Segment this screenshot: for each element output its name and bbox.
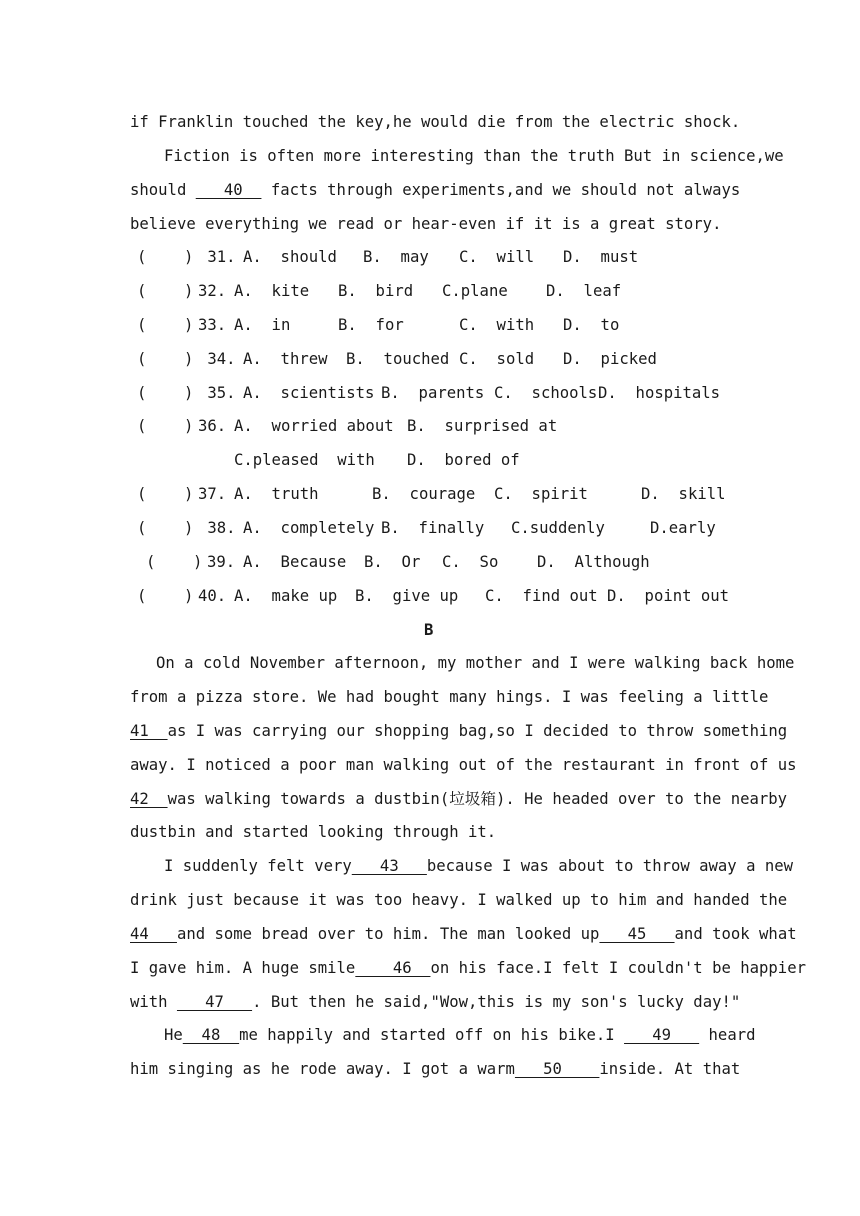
option-d: D. Although [537, 553, 650, 571]
option-a: A. scientists [243, 384, 375, 402]
option-d: D. picked [563, 350, 657, 368]
text-run: He [164, 1026, 183, 1044]
blank-49: 49 [624, 1026, 700, 1044]
answer-paren: ( ) [137, 316, 194, 334]
passage-text-line [164, 1025, 756, 1045]
text-run: me happily and started off on his bike.I [239, 1026, 625, 1044]
question-number: 39. [207, 553, 236, 571]
passage-text-line: drink just because it was too heavy. I walked up to him and handed the [130, 891, 788, 909]
text-run: on his face.I felt I couldn't be happier [430, 959, 806, 977]
option-a: A. truth [234, 485, 319, 503]
option-a: A. completely [243, 519, 375, 537]
passage-text-line [130, 721, 787, 741]
section-heading: B [424, 621, 434, 639]
blank-50: 50 [514, 1060, 600, 1078]
answer-paren: ( ) [137, 384, 194, 402]
option-c: C. So [442, 553, 499, 571]
answer-paren: ( ) [137, 417, 194, 435]
passage-text-line [130, 958, 806, 978]
option-b: B. touched [346, 350, 450, 368]
option-a: A. kite [234, 282, 310, 300]
text-run: facts through experiments,and we should not always [261, 181, 741, 199]
option-b: B. parents [381, 384, 485, 402]
option-d: D. to [563, 316, 620, 334]
question-number: 38. [198, 519, 236, 537]
blank-40: 40 [195, 181, 262, 199]
option-c: C.suddenly [511, 519, 605, 537]
answer-paren: ( ) [137, 519, 194, 537]
blank-42: 42 [130, 790, 168, 808]
option-b: B. finally [381, 519, 485, 537]
option-c: C. schools [494, 384, 598, 402]
passage-text-line [130, 924, 797, 944]
text-run: I gave him. A huge smile [130, 959, 356, 977]
text-run: should [130, 181, 196, 199]
answer-paren: ( ) [137, 587, 194, 605]
blank-46: 46 [355, 959, 431, 977]
blank-47: 47 [176, 993, 253, 1011]
text-run: and took what [674, 925, 797, 943]
blank-48: 48 [182, 1026, 240, 1044]
blank-41: 41 [130, 722, 168, 740]
option-b: B. courage [372, 485, 476, 503]
passage-text-line: believe everything we read or hear-even if it is a great story. [130, 215, 722, 233]
option-d: D. point out [607, 587, 730, 605]
option-d: D. leaf [546, 282, 622, 300]
option-c: C.plane [442, 282, 508, 300]
option-c: C. will [459, 248, 535, 266]
text-run: him singing as he rode away. I got a warm [130, 1060, 515, 1078]
text-run: inside. At that [599, 1060, 741, 1078]
passage-text-line: Fiction is often more interesting than the truth But in science,we [164, 147, 784, 165]
question-number: 32. [198, 282, 227, 300]
option-d: D. bored of [407, 451, 520, 469]
option-b: B. bird [338, 282, 414, 300]
passage-text-line: from a pizza store. We had bought many hings. I was feeling a little [130, 688, 769, 706]
passage-text-line: away. I noticed a poor man walking out of the restaurant in front of us [130, 756, 797, 774]
option-b: B. for [338, 316, 404, 334]
question-number: 40. [198, 587, 227, 605]
option-c: C.pleased with [234, 451, 375, 469]
passage-text-line [130, 1059, 740, 1079]
text-run: with [130, 993, 177, 1011]
answer-paren: ( ) [146, 553, 203, 571]
blank-44: 44 [130, 925, 177, 943]
text-run: as I was carrying our shopping bag,so I decided to throw something [167, 722, 788, 740]
text-run: . But then he said,"Wow,this is my son's lucky day!" [252, 993, 741, 1011]
option-d: D. hospitals [598, 384, 721, 402]
option-a: A. threw [243, 350, 328, 368]
text-run: and some bread over to him. The man looked up [176, 925, 600, 943]
option-c: C. find out [485, 587, 598, 605]
option-a: A. make up [234, 587, 338, 605]
option-a: A. should [243, 248, 337, 266]
option-a: A. in [234, 316, 291, 334]
option-d: D.early [650, 519, 716, 537]
text-run: was walking towards a dustbin(垃圾箱). He headed over to the nearby [167, 790, 788, 808]
option-c: C. spirit [494, 485, 588, 503]
passage-text-line [130, 789, 787, 809]
question-number: 37. [198, 485, 227, 503]
answer-paren: ( ) [137, 282, 194, 300]
option-a: A. worried about [234, 417, 394, 435]
question-number: 31. [198, 248, 236, 266]
passage-text-line: if Franklin touched the key,he would die from the electric shock. [130, 113, 741, 131]
option-b: B. surprised at [407, 417, 558, 435]
answer-paren: ( ) [137, 350, 194, 368]
option-b: B. may [363, 248, 429, 266]
option-c: C. sold [459, 350, 535, 368]
option-b: B. Or [364, 553, 421, 571]
blank-45: 45 [599, 925, 675, 943]
question-number: 36. [198, 417, 227, 435]
passage-text-line [130, 992, 740, 1012]
answer-paren: ( ) [137, 485, 194, 503]
option-d: D. skill [641, 485, 726, 503]
option-c: C. with [459, 316, 535, 334]
text-run: heard [699, 1026, 756, 1044]
passage-text-line: dustbin and started looking through it. [130, 823, 497, 841]
option-b: B. give up [355, 587, 459, 605]
option-a: A. Because [243, 553, 347, 571]
text-run: I suddenly felt very [164, 857, 352, 875]
option-d: D. must [563, 248, 639, 266]
passage-text-line [130, 180, 740, 200]
passage-text-line: On a cold November afternoon, my mother and I were walking back home [156, 654, 795, 672]
passage-text-line [164, 856, 793, 876]
answer-paren: ( ) [137, 248, 194, 266]
question-number: 34. [198, 350, 236, 368]
question-number: 33. [198, 316, 227, 334]
text-run: because I was about to throw away a new [426, 857, 794, 875]
blank-43: 43 [351, 857, 427, 875]
question-number: 35. [198, 384, 236, 402]
